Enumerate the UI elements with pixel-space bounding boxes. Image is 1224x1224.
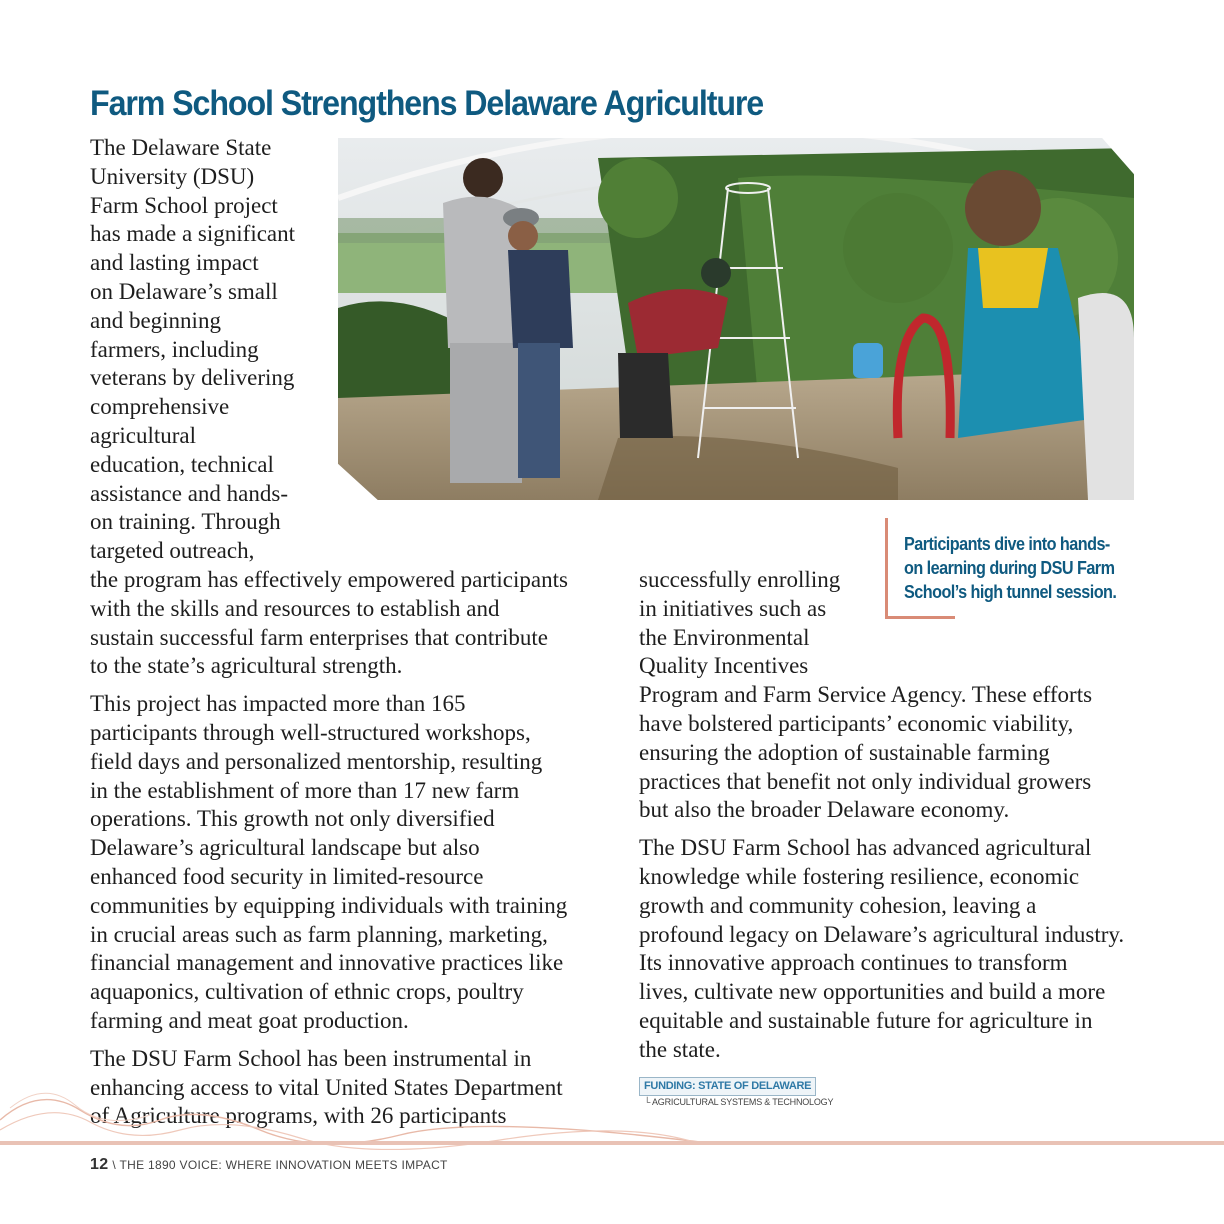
body-text-line: assistance and hands- [90, 480, 288, 506]
body-text-line: the program has effectively empowered participants [90, 567, 568, 592]
body-text-line: enhancing access to vital United States Department [90, 1074, 563, 1100]
body-text-line: to the state’s agricultural strength. [90, 653, 403, 679]
footer-separator: \ [112, 1158, 117, 1172]
body-text-line: aquaponics, cultivation of ethnic crops, poultry [90, 979, 524, 1005]
body-text-line: has made a significant [90, 221, 296, 247]
caption-line: School’s high tunnel session. [904, 582, 1117, 602]
caption-accent-underline [885, 616, 955, 619]
body-text-line: have bolstered participants’ economic viability, [639, 711, 1074, 736]
funding-subtag: └ AGRICULTURAL SYSTEMS & TECHNOLOGY [644, 1097, 834, 1107]
body-text-line: This project has impacted more than 165 [90, 691, 466, 717]
caption-line: Participants dive into hands- [904, 534, 1110, 554]
body-text-line: farming and meat goat production. [90, 1008, 409, 1033]
greenhouse-photo [338, 138, 1134, 500]
body-text-line: in initiatives such as [639, 595, 827, 621]
body-text-line: successfully enrolling [639, 567, 841, 592]
body-text-line: communities by equipping individuals with training [90, 892, 568, 918]
body-text-line: field days and personalized mentorship, resulting [90, 748, 543, 774]
page-title: Farm School Strengthens Delaware Agriculture [90, 84, 764, 123]
footer-rule [0, 1141, 1224, 1145]
body-text-line: The Delaware State [90, 135, 272, 160]
body-text-line: the state. [639, 1036, 721, 1062]
body-text-line: in crucial areas such as farm planning, marketing, [90, 921, 548, 947]
body-text-line: profound legacy on Delaware’s agricultural industry. [639, 921, 1125, 947]
photo-caption [885, 518, 1125, 618]
page-number: 12 [90, 1156, 109, 1173]
body-text-line: Farm School project [90, 192, 278, 218]
body-text-line: sustain successful farm enterprises that contribute [90, 624, 548, 650]
body-text-line: agricultural [90, 423, 197, 448]
body-text-line: operations. This growth not only diversified [90, 806, 495, 832]
caption-accent-bar [885, 518, 888, 618]
body-text-line: veterans by delivering [90, 365, 295, 391]
body-text-line: participants through well-structured workshops, [90, 720, 531, 745]
funding-tag: FUNDING: STATE OF DELAWARE [639, 1077, 816, 1096]
body-text-line: education, technical [90, 451, 274, 477]
body-text-line: financial management and innovative practices like [90, 950, 564, 976]
decorative-wave-lines [0, 1080, 700, 1150]
body-text-line: targeted outreach, [90, 538, 255, 564]
body-text-line: Quality Incentives [639, 653, 809, 679]
body-text-line: The DSU Farm School has advanced agricultural [639, 835, 1092, 861]
body-text-line: enhanced food security in limited-resource [90, 864, 484, 889]
body-text-line: and beginning [90, 307, 221, 333]
body-text-line: the Environmental [639, 624, 810, 650]
body-text-line: of Agriculture programs, with 26 participants [90, 1103, 507, 1129]
body-text-line: Its innovative approach continues to transform [639, 950, 1068, 976]
body-text-line: ensuring the adoption of sustainable farming [639, 739, 1050, 765]
caption-line: on learning during DSU Farm [904, 558, 1115, 578]
body-text-line: on training. Through [90, 509, 281, 535]
funding-subtag-text: AGRICULTURAL SYSTEMS & TECHNOLOGY [651, 1097, 834, 1107]
body-text-line: The DSU Farm School has been instrumental in [90, 1045, 532, 1071]
body-text-line: University (DSU) [90, 163, 255, 189]
body-text-line: in the establishment of more than 17 new farm [90, 777, 520, 803]
page-footer [90, 1156, 448, 1174]
body-text-line: comprehensive [90, 394, 230, 420]
body-text-line: growth and community cohesion, leaving a [639, 892, 1037, 918]
body-text-line: Program and Farm Service Agency. These efforts [639, 682, 1093, 708]
body-text-line: farmers, including [90, 336, 259, 362]
body-text-line: but also the broader Delaware economy. [639, 797, 1010, 823]
body-text-line: practices that benefit not only individual growers [639, 768, 1092, 794]
greenhouse-photo-illustration [338, 138, 1134, 500]
body-text-line: lives, cultivate new opportunities and build a more [639, 979, 1106, 1005]
body-text-line: and lasting impact [90, 250, 259, 276]
body-text-line: on Delaware’s small [90, 279, 278, 304]
publication-title: THE 1890 VOICE: WHERE INNOVATION MEETS IMPACT [119, 1158, 448, 1172]
body-text-line: knowledge while fostering resilience, economic [639, 864, 1080, 889]
body-text-line: equitable and sustainable future for agriculture in [639, 1008, 1093, 1033]
body-text-line: with the skills and resources to establish and [90, 595, 500, 621]
body-text-line: Delaware’s agricultural landscape but also [90, 835, 480, 861]
